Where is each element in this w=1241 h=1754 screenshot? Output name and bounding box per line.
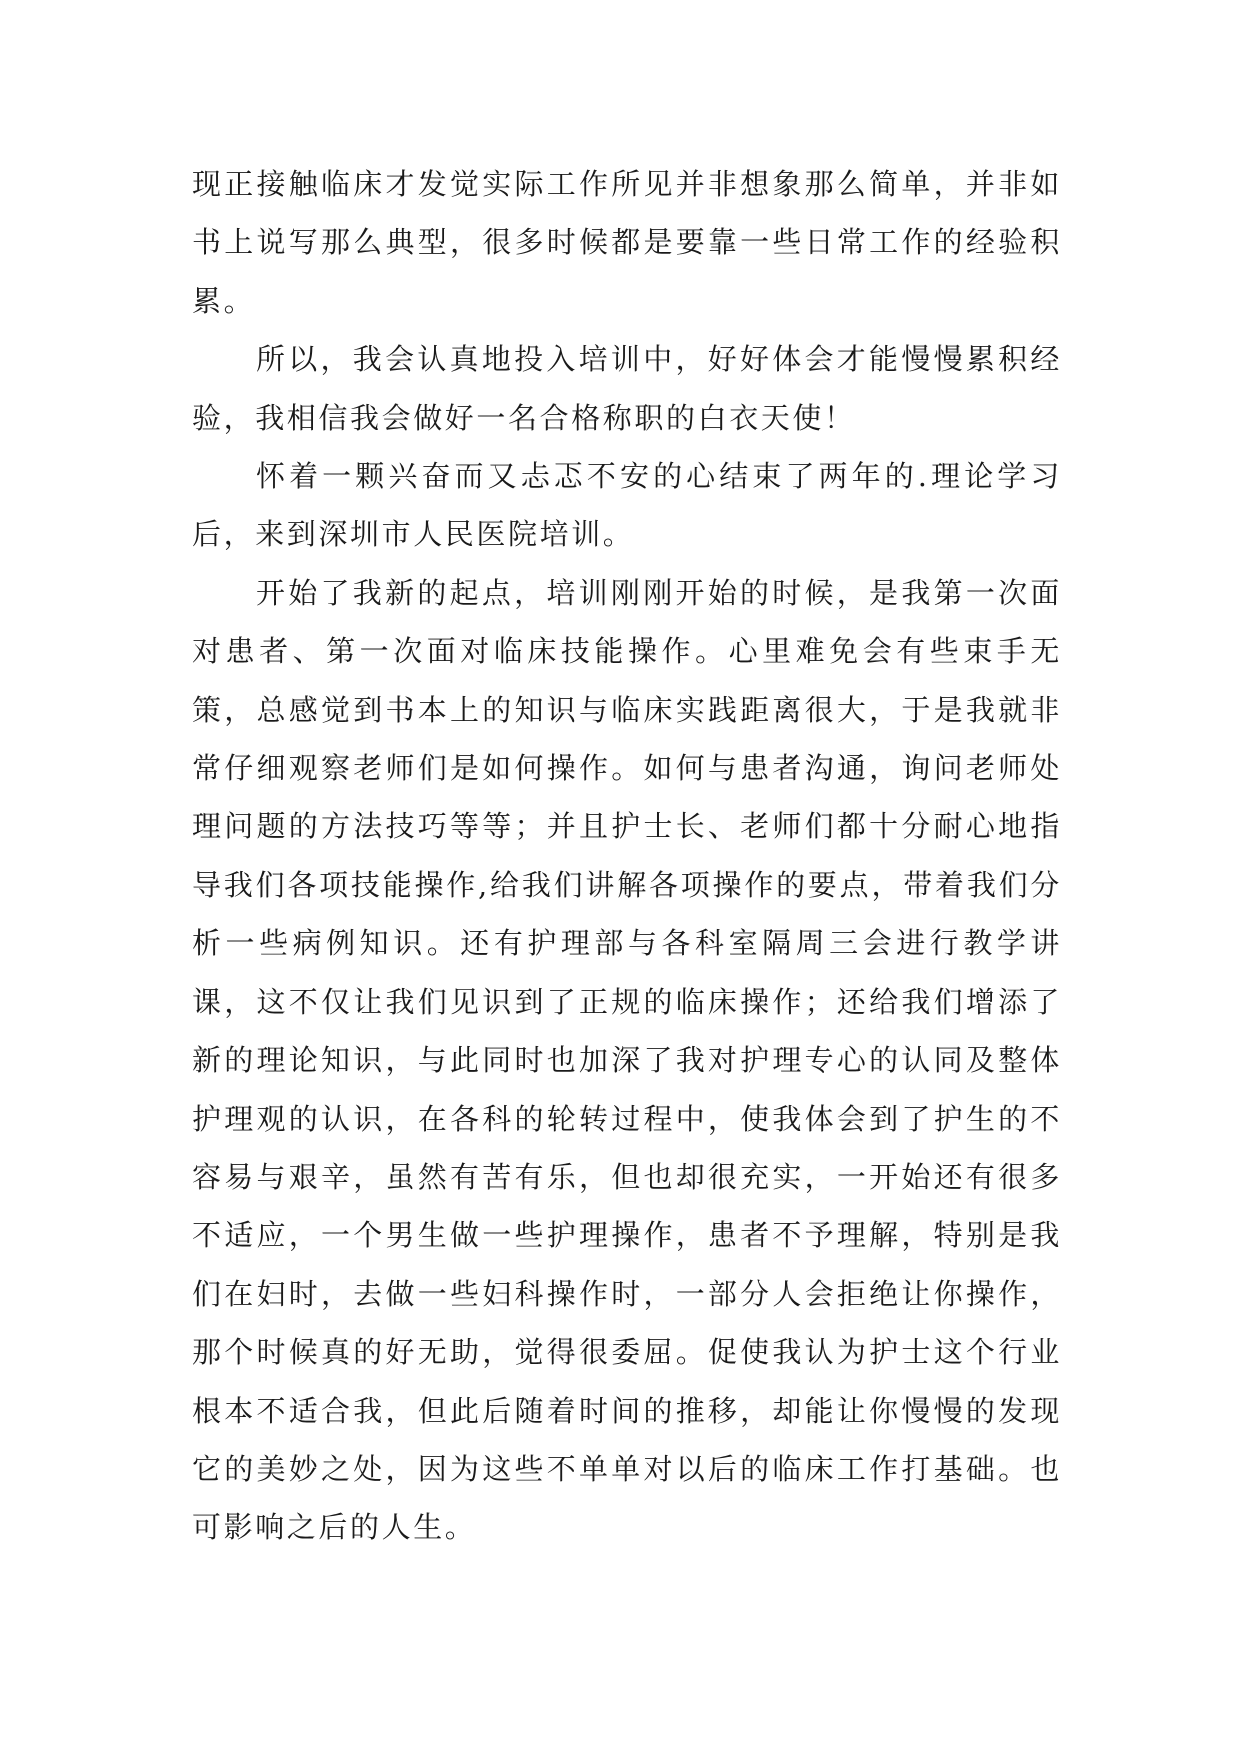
paragraph: 开始了我新的起点，培训刚刚开始的时候，是我第一次面对患者、第一次面对临床技能操作。心里难免会有些束手无策，总感觉到书本上的知识与临床实践距离很大，于是我就非常仔细观察老师们是如何操作。如何与患者沟通，询问老师处理问题的方法技巧等等；并且护士长、老师们都十分耐心地指导我们各项技能操作,给我们讲解各项操作的要点，带着我们分析一些病例知识。还有护理部与各科室隔周三会进行教学讲课，这不仅让我们见识到了正规的临床操作；还给我们增添了新的理论知识，与此同时也加深了我对护理专心的认同及整体护理观的认识，在各科的轮转过程中，使我体会到了护生的不容易与艰辛，虽然有苦有乐，但也却很充实，一开始还有很多不适应，一个男生做一些护理操作，患者不予理解，特别是我们在妇时，去做一些妇科操作时，一部分人会拒绝让你操作，那个时候真的好无助，觉得很委屈。促使我认为护士这个行业根本不适合我，但此后随着时间的推移，却能让你慢慢的发现它的美妙之处，因为这些不单单对以后的临床工作打基础。也可影响之后的人生。 [192, 575, 1062, 1545]
paragraph: 所以，我会认真地投入培训中，好好体会才能慢慢累积经验，我相信我会做好一名合格称职的白衣天使！ [192, 342, 1062, 435]
document-body [192, 155, 1062, 1557]
paragraph-continuation: 现正接触临床才发觉实际工作所见并非想象那么简单，并非如书上说写那么典型，很多时候都是要靠一些日常工作的经验积累。 [192, 167, 1062, 318]
paragraph: 怀着一颗兴奋而又忐忑不安的心结束了两年的.理论学习后，来到深圳市人民医院培训。 [192, 459, 1062, 552]
